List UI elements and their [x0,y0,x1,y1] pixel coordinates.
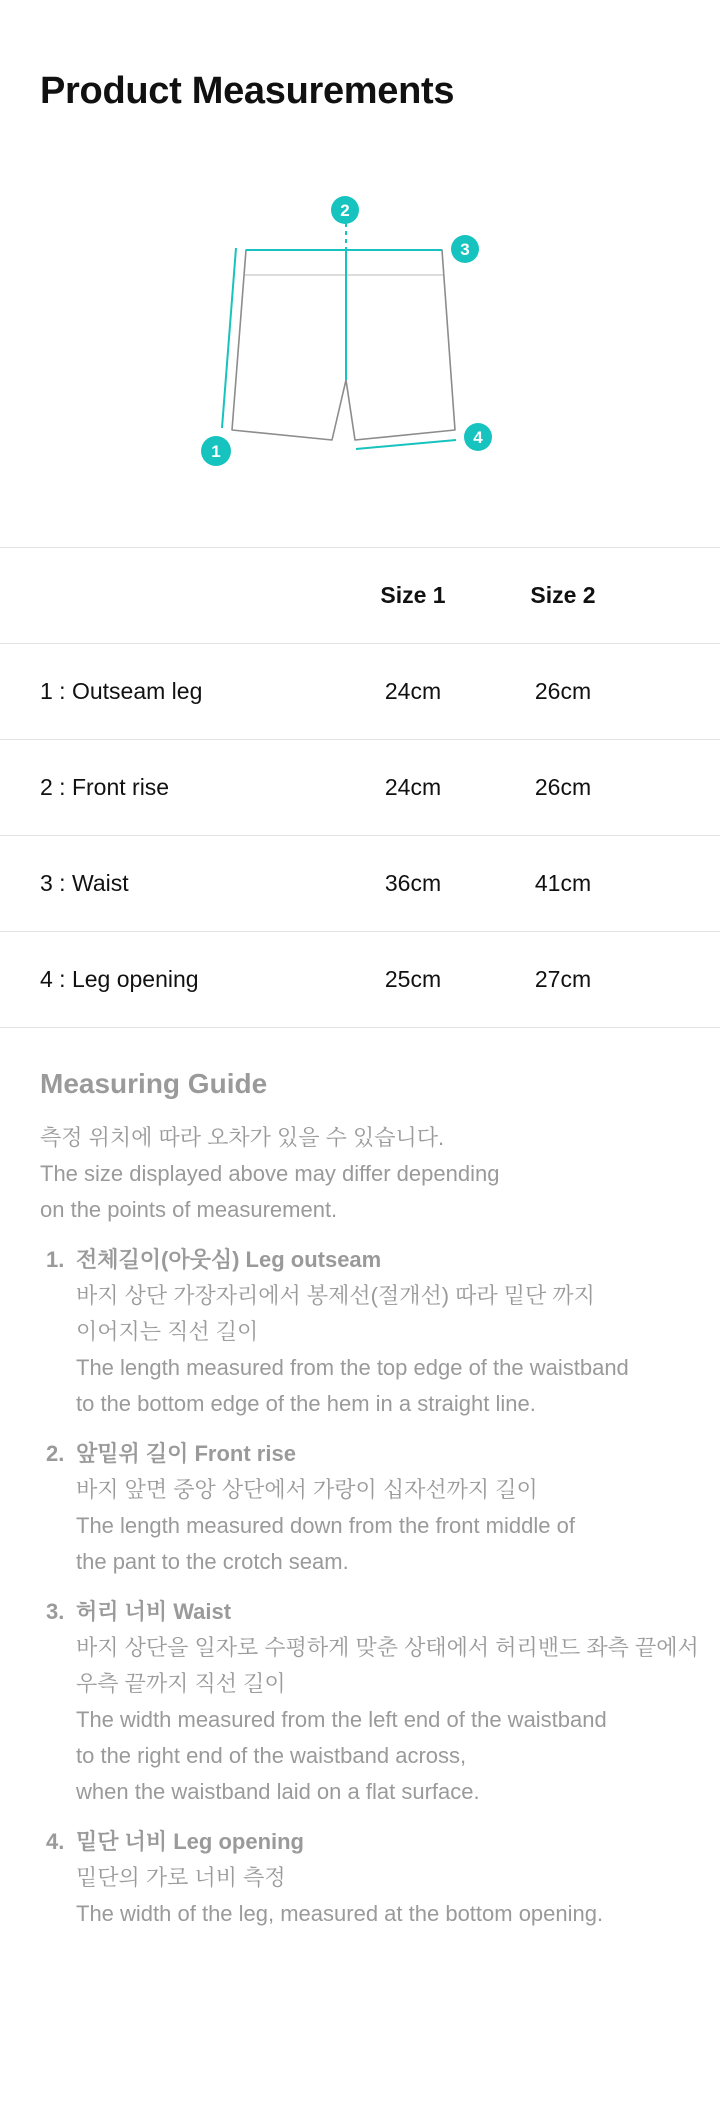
row-label: 3 : Waist [40,870,129,896]
item-line: 우측 끝까지 직선 길이 [76,1671,286,1696]
marker-2 [331,196,359,224]
item-line: The width measured from the left end of the waistband [76,1707,607,1732]
shorts-outline [232,250,455,440]
table-row [0,931,720,1028]
guide-intro [40,1120,700,1228]
item-line: to the right end of the waistband across, [76,1743,467,1768]
guide-item-front-rise [40,1436,700,1580]
shorts-measurement-diagram [180,185,520,485]
marker-4 [464,423,492,451]
item-line: the pant to the crotch seam. [76,1549,349,1574]
item-title: 밑단 너비 Leg opening [76,1829,304,1854]
svg-text:1: 1 [211,442,221,461]
table-header-row [0,547,720,643]
item-number: 1. [46,1247,65,1272]
marker-3 [451,235,479,263]
row-size1: 25cm [384,966,442,992]
leg-opening-line [356,440,456,449]
row-size1: 24cm [384,678,442,704]
item-title: 전체길이(아웃심) Leg outseam [76,1247,382,1272]
item-title: 앞밑위 길이 Front rise [76,1441,296,1466]
row-label: 1 : Outseam leg [40,678,203,704]
table-header-size2: Size 2 [530,582,596,608]
page-title: Product Measurements [40,70,455,112]
intro-line: The size displayed above may differ depending [40,1161,500,1186]
guide-item-outseam [40,1242,700,1422]
guide-item-waist [40,1594,700,1810]
marker-1 [201,436,231,466]
measuring-guide [40,1068,700,1946]
table-row [0,643,720,739]
item-line: to the bottom edge of the hem in a straight line. [76,1391,536,1416]
row-size1: 36cm [384,870,442,896]
intro-line: 측정 위치에 따라 오차가 있을 수 있습니다. [40,1125,445,1150]
size-table [0,547,720,1028]
item-line: 바지 앞면 중앙 상단에서 가랑이 십자선까지 길이 [76,1477,538,1502]
guide-title: Measuring Guide [40,1068,268,1099]
item-line: 밑단의 가로 너비 측정 [76,1865,286,1890]
row-label: 4 : Leg opening [40,966,199,992]
item-line: 바지 상단을 일자로 수평하게 맞춘 상태에서 허리밴드 좌측 끝에서 [76,1635,699,1660]
row-label: 2 : Front rise [40,774,170,800]
row-size2: 26cm [534,678,592,704]
row-size2: 41cm [534,870,592,896]
item-line: 바지 상단 가장자리에서 봉제선(절개선) 따라 밑단 까지 [76,1283,595,1308]
item-line: 이어지는 직선 길이 [76,1319,259,1344]
guide-item-leg-opening [40,1824,700,1932]
item-number: 3. [46,1599,65,1624]
item-line: when the waistband laid on a flat surface. [76,1779,480,1804]
item-line: The width of the leg, measured at the bottom opening. [76,1901,604,1926]
intro-line: on the points of measurement. [40,1197,338,1222]
item-number: 2. [46,1441,65,1466]
table-header-size1: Size 1 [380,582,446,608]
svg-text:2: 2 [340,201,350,220]
row-size2: 26cm [534,774,592,800]
item-line: The length measured from the top edge of the waistband [76,1355,629,1380]
guide-list [40,1242,700,1932]
svg-text:4: 4 [473,428,483,447]
table-row [0,835,720,931]
measurement-lines [222,223,456,449]
table-row [0,739,720,835]
item-title: 허리 너비 Waist [76,1599,232,1624]
svg-text:3: 3 [460,240,470,259]
row-size2: 27cm [534,966,592,992]
row-size1: 24cm [384,774,442,800]
item-number: 4. [46,1829,65,1854]
item-line: The length measured down from the front middle of [76,1513,575,1538]
